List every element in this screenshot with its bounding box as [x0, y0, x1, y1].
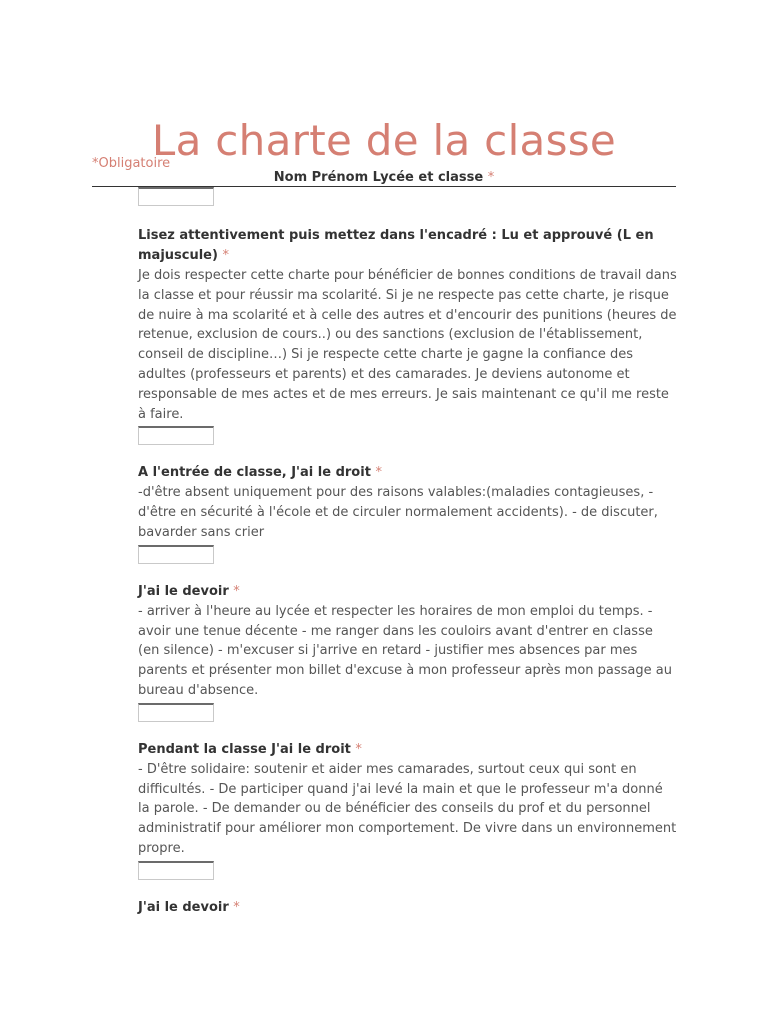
- name-field-label-text: Nom Prénom Lycée et classe: [273, 170, 484, 185]
- required-star: *: [487, 170, 495, 185]
- page-title: La charte de la classe: [151, 116, 617, 166]
- question-title-text: Pendant la classe J'ai le droit: [138, 741, 351, 757]
- required-note: *Obligatoire: [92, 156, 171, 171]
- question-description: - D'être solidaire: soutenir et aider mes camarades, surtout ceux qui sont en difficultés. - De participer quand j'ai levé la main et que le professeur m'a donné la parole. - De demander ou de bénéficier des conseils du prof et du personnel administratif pour améliorer mon comportement. De vivre dans un environnement propre.: [138, 761, 677, 856]
- answer-input-1[interactable]: [138, 426, 214, 445]
- question-title-text: J'ai le devoir: [138, 583, 229, 599]
- question-title-text: Lisez attentivement puis mettez dans l'encadré : Lu et approuvé (L en majuscule): [138, 228, 654, 263]
- name-input[interactable]: [138, 187, 214, 206]
- question-title: [138, 226, 678, 266]
- required-star: *: [233, 583, 240, 599]
- required-star: *: [355, 741, 362, 757]
- answer-input-4[interactable]: [138, 861, 214, 880]
- question-title: [138, 740, 678, 760]
- question-title: [138, 898, 678, 918]
- answer-input-3[interactable]: [138, 703, 214, 722]
- question-description: - arriver à l'heure au lycée et respecter les horaires de mon emploi du temps. - avoir une tenue décente - me ranger dans les couloirs avant d'entrer en classe (en silence) - m'excuser si j'arrive en retard - justifier mes absences par mes parents et présenter mon billet d'excuse à mon professeur après mon passage au bureau d'absence.: [138, 603, 672, 698]
- question-1: [138, 226, 678, 445]
- question-5: [138, 898, 678, 918]
- question-4: [138, 740, 678, 880]
- question-title: [138, 463, 678, 483]
- question-title-text: J'ai le devoir: [138, 899, 229, 915]
- question-description: Je dois respecter cette charte pour bénéficier de bonnes conditions de travail dans la classe et pour réussir ma scolarité. Si je ne respecte pas cette charte, je risque de nuire à ma scolarité et à celle des autres et d'encourir des punitions (heures de retenue, exclusion de cours..) ou des sanctions (exclusion de l'établissement, conseil de discipline…) Si je respecte cette charte je gagne la confiance des adultes (professeurs et parents) et des camarades. Je deviens autonome et responsable de mes actes et de mes erreurs. Je sais maintenant ce qu'il me reste à faire.: [138, 268, 677, 422]
- answer-input-2[interactable]: [138, 545, 214, 564]
- question-3: [138, 582, 678, 722]
- question-title-text: A l'entrée de classe, J'ai le droit: [138, 465, 371, 481]
- form-body: [138, 187, 678, 918]
- required-star: *: [222, 248, 229, 263]
- question-title: [138, 582, 678, 602]
- required-star: *: [233, 899, 240, 915]
- required-star: *: [375, 465, 382, 481]
- name-field-label: [92, 170, 676, 185]
- question-description: -d'être absent uniquement pour des raisons valables:(maladies contagieuses, - d'être en sécurité à l'école et de circuler normalement accidents). - de discuter, bavarder sans crier: [138, 485, 658, 540]
- question-2: [138, 463, 678, 563]
